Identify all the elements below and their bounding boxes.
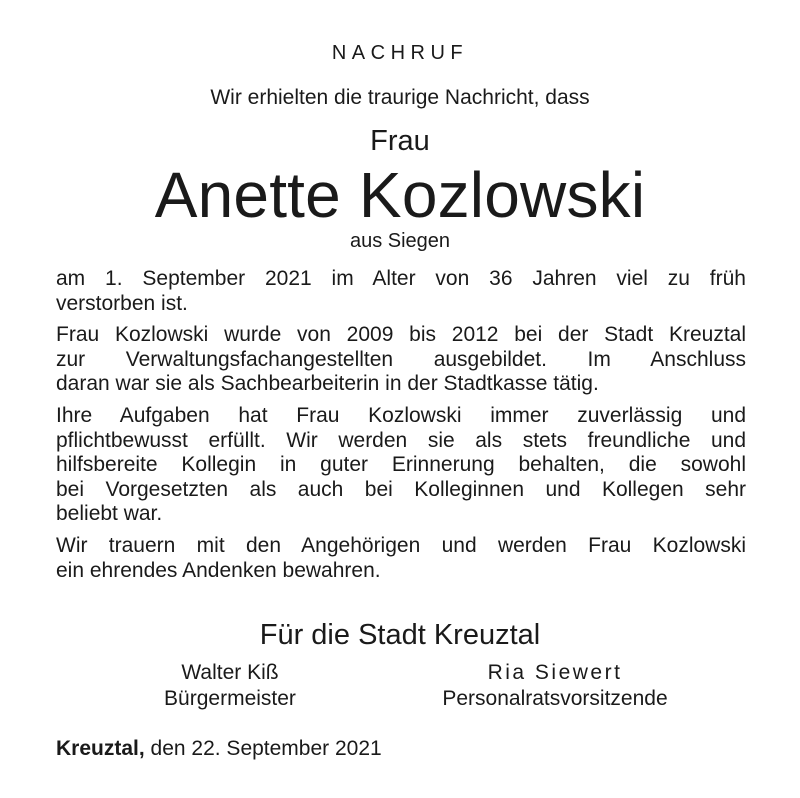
paragraph-death: [56, 267, 746, 316]
text-line: pflichtbewusst erfüllt. Wir werden sie als stets freundliche und: [56, 428, 746, 452]
text-line: beliebt war.: [56, 502, 163, 526]
text-line: hilfsbereite Kollegin in guter Erinnerung behalten, die sowohl: [56, 453, 746, 477]
notice-heading: NACHRUF: [331, 42, 469, 64]
obituary-body: [56, 267, 746, 590]
signer-name: Walter Kiß: [181, 661, 279, 684]
text-line: daran war sie als Sachbearbeiterin in der Stadtkasse tätig.: [56, 372, 599, 396]
footer-place: Kreuztal,: [56, 737, 145, 760]
text-line: am 1. September 2021 im Alter von 36 Jahren viel zu früh: [56, 267, 746, 290]
text-line: zur Verwaltungsfachangestellten ausgebildet. Im Anschluss: [56, 347, 746, 371]
text-line: ein ehrendes Andenken bewahren.: [56, 558, 381, 582]
signer-role: Personalratsvorsitzende: [442, 687, 668, 710]
deceased-name: Anette Kozlowski: [154, 159, 646, 231]
signer-role: Bürgermeister: [164, 687, 296, 710]
text-line: verstorben ist.: [56, 291, 188, 315]
text-line: bei Vorgesetzten als auch bei Kolleginnen und Kollegen sehr: [56, 477, 746, 501]
place-date-line: [56, 736, 382, 762]
deceased-origin: aus Siegen: [349, 230, 451, 252]
text-line: Ihre Aufgaben hat Frau Kozlowski immer zuverlässig und: [56, 403, 746, 427]
signer-staff-council: [410, 660, 700, 712]
signer-mayor: [100, 660, 360, 712]
paragraph-tribute: [56, 404, 746, 527]
intro-line: Wir erhielten die traurige Nachricht, dass: [210, 86, 590, 109]
salutation: Frau: [370, 125, 430, 157]
text-line: Frau Kozlowski wurde von 2009 bis 2012 bei der Stadt Kreuztal: [56, 323, 746, 347]
text-line: Wir trauern mit den Angehörigen und werden Frau Kozlowski: [56, 533, 746, 557]
paragraph-mourning: [56, 534, 746, 583]
signoff-line: Für die Stadt Kreuztal: [259, 619, 541, 651]
paragraph-career: [56, 323, 746, 397]
signer-name: Ria Siewert: [487, 661, 623, 684]
footer-date: den 22. September 2021: [150, 737, 382, 760]
